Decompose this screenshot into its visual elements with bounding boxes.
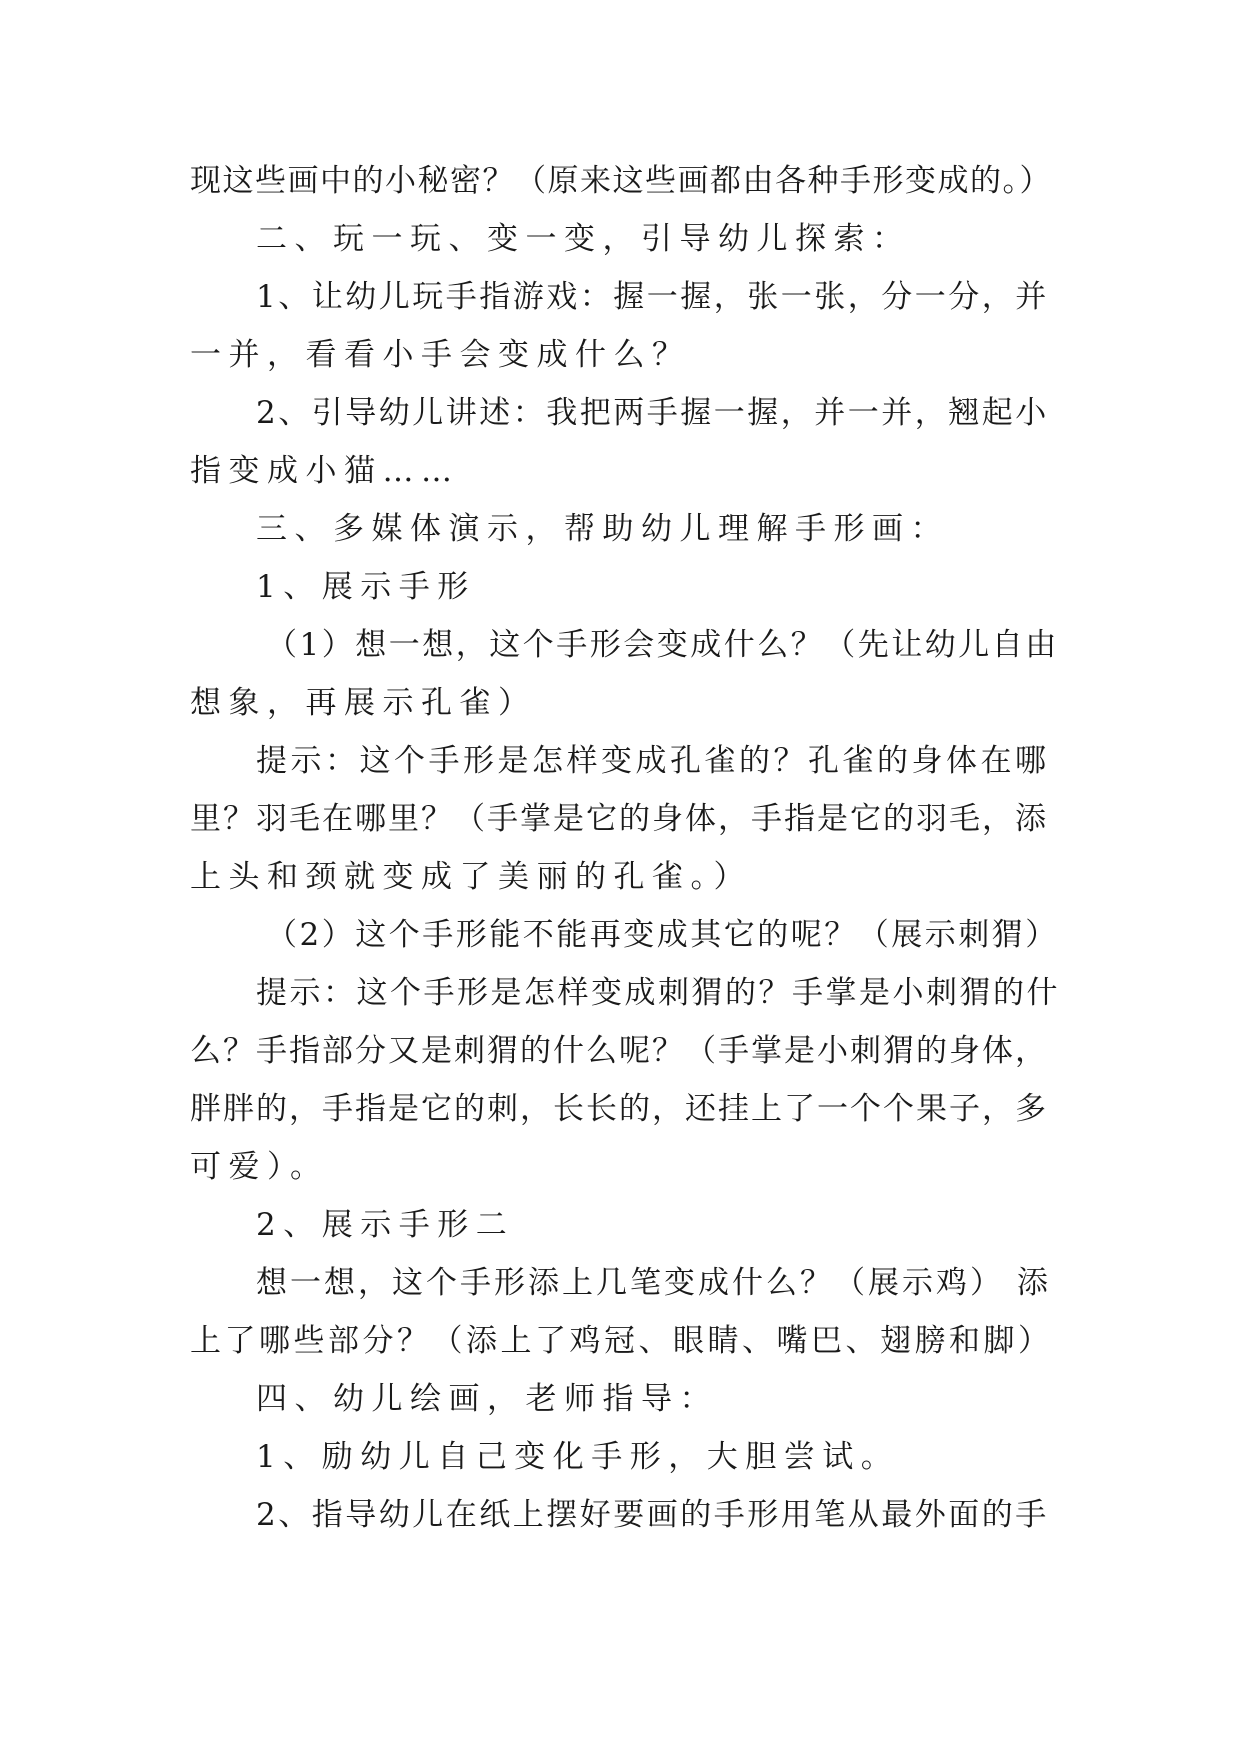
text-line: 指变成小猫…… bbox=[190, 453, 460, 489]
text-line: 里？羽毛在哪里？（手掌是它的身体，手指是它的羽毛，添 bbox=[190, 801, 1048, 837]
text-line: 二、玩一玩、变一变，引导幼儿探索： bbox=[256, 221, 911, 257]
text-line: 一并，看看小手会变成什么？ bbox=[190, 337, 691, 373]
text-line: 1、展示手形 bbox=[256, 569, 476, 605]
text-line: 想象，再展示孔雀） bbox=[190, 685, 537, 721]
text-line: 1、励幼儿自己变化手形，大胆尝试。 bbox=[256, 1439, 900, 1475]
text-line: 想一想，这个手形添上几笔变成什么？（展示鸡） 添 bbox=[256, 1265, 1051, 1301]
text-line: 提示：这个手形是怎样变成孔雀的？孔雀的身体在哪 bbox=[256, 743, 1050, 779]
text-line: （2）这个手形能不能再变成其它的呢？（展示刺猬） bbox=[266, 917, 1059, 953]
text-line: 三、多媒体演示，帮助幼儿理解手形画： bbox=[256, 511, 949, 547]
text-line: 胖胖的，手指是它的刺，长长的，还挂上了一个个果子，多 bbox=[190, 1091, 1048, 1127]
text-line: 现这些画中的小秘密？（原来这些画都由各种手形变成的。） bbox=[190, 163, 1052, 199]
document-body bbox=[190, 152, 1060, 1544]
text-line: 1、让幼儿玩手指游戏：握一握，张一张，分一分，并 bbox=[256, 279, 1049, 315]
text-line: 上了哪些部分？（添上了鸡冠、眼睛、嘴巴、翅膀和脚） bbox=[190, 1323, 1053, 1359]
text-line: 上头和颈就变成了美丽的孔雀。） bbox=[190, 859, 752, 895]
text-line: 四、幼儿绘画，老师指导： bbox=[256, 1381, 718, 1417]
text-line: 提示：这个手形是怎样变成刺猬的？手掌是小刺猬的什 bbox=[256, 975, 1060, 1011]
text-line: 2、引导幼儿讲述：我把两手握一握，并一并，翘起小 bbox=[256, 395, 1049, 431]
text-line: 可爱）。 bbox=[190, 1149, 329, 1185]
text-line: 么？手指部分又是刺猬的什么呢？（手掌是小刺猬的身体， bbox=[190, 1033, 1048, 1069]
text-line: 2、展示手形二 bbox=[256, 1207, 515, 1243]
text-line: （1）想一想，这个手形会变成什么？（先让幼儿自由 bbox=[266, 627, 1059, 663]
text-line: 2、指导幼儿在纸上摆好要画的手形用笔从最外面的手 bbox=[256, 1497, 1049, 1533]
